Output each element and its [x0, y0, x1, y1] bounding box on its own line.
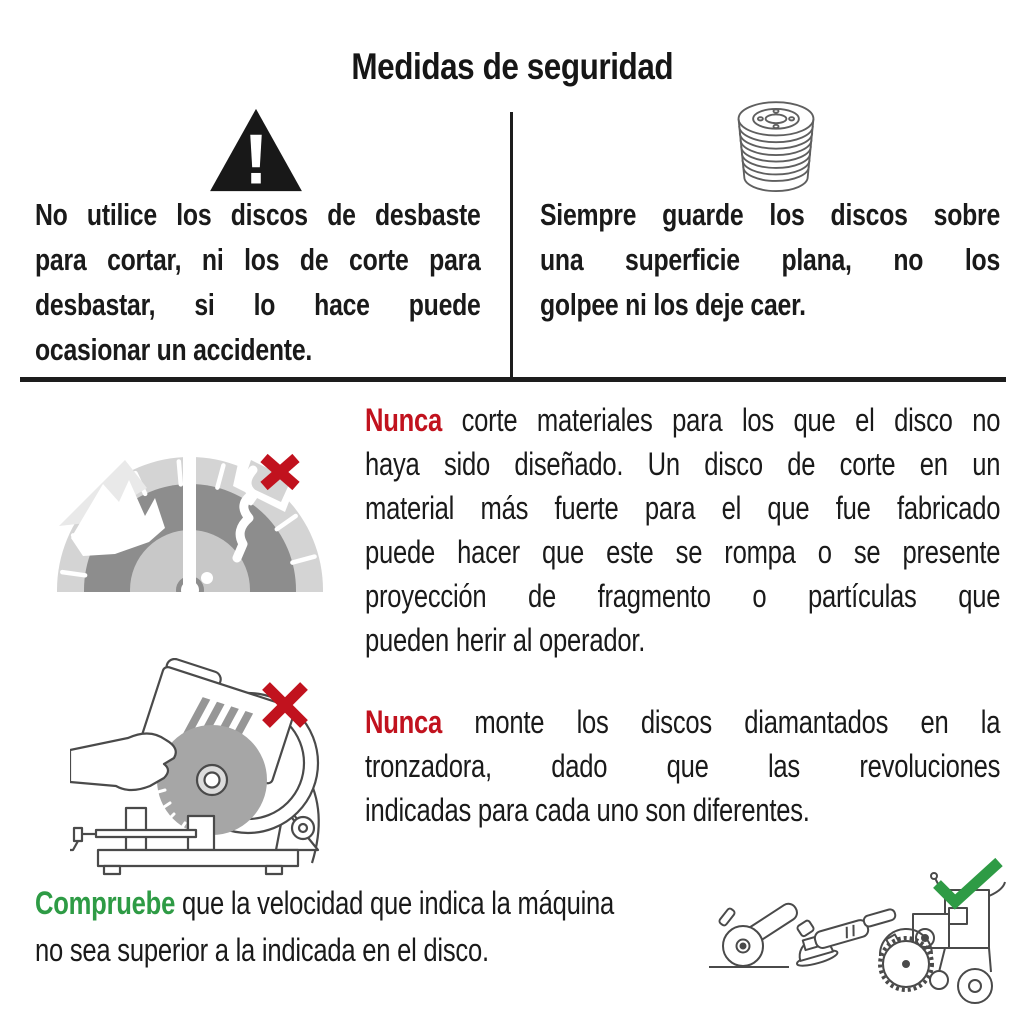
text-line: puede hacer que este se rompa o se presente — [365, 534, 1001, 570]
text-line: No utilice los discos de desbaste — [35, 197, 481, 232]
keyword-nunca: Nunca — [365, 704, 443, 740]
grinders-and-cutoff-saw-illustration — [703, 852, 1013, 1012]
disc-stack-drawing — [739, 102, 814, 191]
warning-text-grinding-discs — [35, 192, 481, 372]
text-line: proyección de fragmento o partículas que — [365, 578, 1001, 614]
keyword-compruebe: Compruebe — [35, 885, 176, 921]
text-line: una superficie plana, no los — [540, 242, 1000, 277]
chop-saw-drawing — [70, 658, 319, 874]
line-rest: que la velocidad que indica la máquina — [181, 885, 615, 921]
text-line: golpee ni los deje caer. — [540, 287, 806, 322]
text-line: desbastar, si lo hace puede — [35, 287, 481, 322]
hand — [70, 733, 176, 790]
split-gap — [183, 442, 196, 592]
text-line: haya sido diseñado. Un disco de corte en un — [365, 446, 1001, 482]
text-line: tronzadora, dado que las revoluciones — [365, 748, 1001, 784]
never-mount-paragraph — [365, 700, 1000, 832]
text-line — [365, 398, 1000, 442]
text-line: ocasionar un accidente. — [35, 332, 313, 367]
check-speed-paragraph — [35, 880, 707, 974]
vertical-divider — [510, 112, 513, 378]
exclamation-dot — [251, 173, 261, 184]
text-line: no sea superior a la indicada en el disco. — [35, 932, 489, 968]
broken-disc-illustration — [55, 426, 327, 592]
text-line: material más fuerte para el que fue fabricado — [365, 490, 1001, 526]
text-line: Siempre guarde los discos sobre — [540, 197, 1000, 232]
chop-saw-illustration — [70, 658, 340, 878]
keyword-nunca: Nunca — [365, 402, 443, 438]
warning-text-store-discs — [540, 192, 1000, 327]
text-line: indicadas para cada uno son diferentes. — [365, 792, 810, 828]
text-line: para cortar, ni los de corte para — [35, 242, 481, 277]
horizontal-divider — [20, 377, 1006, 382]
warning-triangle-icon — [208, 106, 304, 194]
disc-stack-icon — [734, 98, 818, 202]
text-line — [35, 880, 707, 927]
page-title: Medidas de seguridad — [351, 46, 673, 87]
line-rest: monte los discos diamantados en la — [474, 704, 1001, 740]
text-line — [365, 700, 1000, 744]
exclamation-bar — [250, 135, 261, 168]
page-header — [0, 46, 1024, 88]
never-cut-paragraph — [365, 398, 1000, 662]
text-line: pueden herir al operador. — [365, 622, 646, 658]
line-rest: corte materiales para los que el disco no — [461, 402, 1001, 438]
